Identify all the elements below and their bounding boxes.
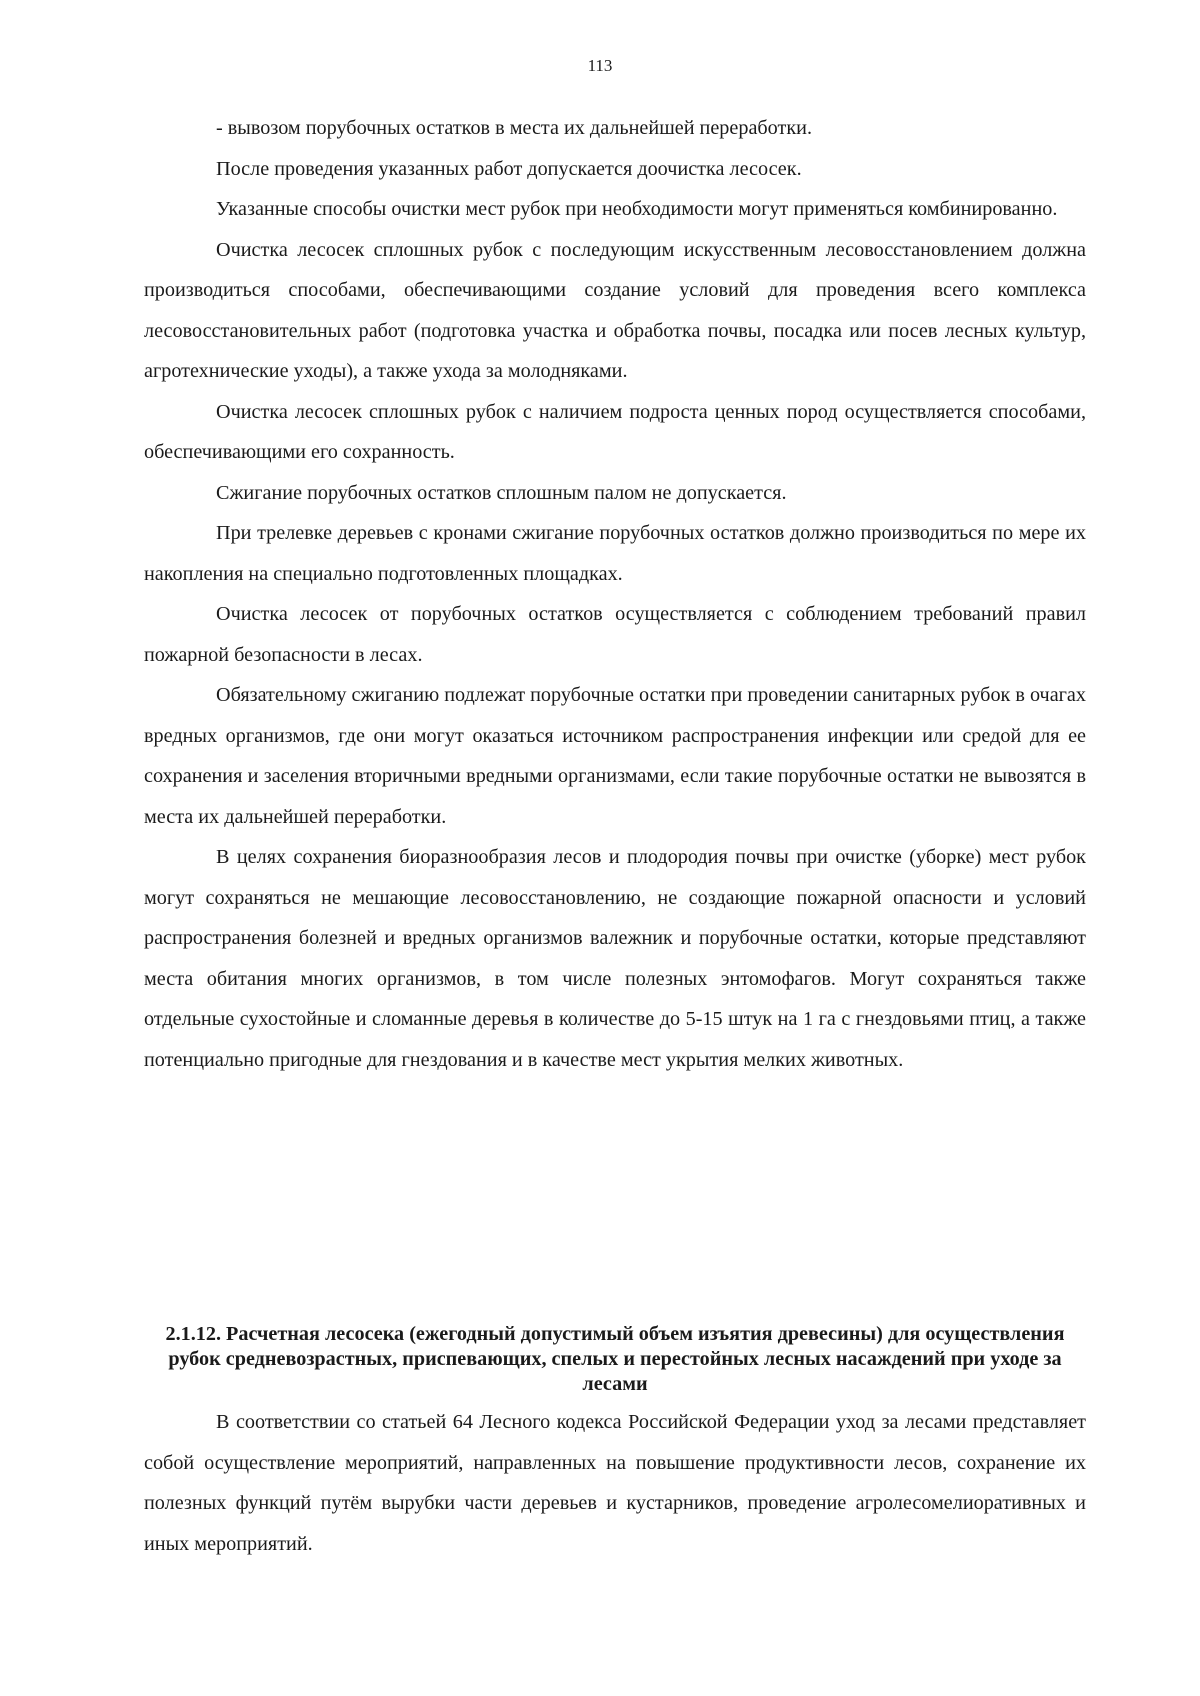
page-number: 113 [587, 56, 613, 75]
paragraph: При трелевке деревьев с кронами сжигание порубочных остатков должно производиться по мере их накопления на специально подготовленных площадках. [144, 522, 1086, 585]
paragraph: Очистка лесосек сплошных рубок с наличием подроста ценных пород осуществляется способами, обеспечивающими его сохранность. [144, 400, 1086, 463]
paragraph: Очистка лесосек от порубочных остатков осуществляется с соблюдением требований правил пожарной безопасности в лесах. [144, 603, 1086, 666]
paragraph: В целях сохранения биоразнообразия лесов и плодородия почвы при очистке (уборке) мест рубок могут сохраняться не мешающие лесовосстановлению, не создающие пожарной опасности и условий распространения болезней и вредных организмов валежник и порубочные остатки, которые представляют места обитания многих организмов, в том числе полезных энтомофагов. Могут сохраняться также отдельные сухостойные и сломанные деревья в количестве до 5-15 штук на 1 га с гнездовьями птиц, а также потенциально пригодные для гнездования и в качестве мест укрытия мелких животных. [144, 846, 1086, 1071]
body-text [144, 108, 1086, 1080]
paragraph: Очистка лесосек сплошных рубок с последующим искусственным лесовосстановлением должна производиться способами, обеспечивающими создание условий для проведения всего комплекса лесовосстановительных работ (подготовка участка и обработка почвы, посадка или посев лесных культур, агротехнические уходы), а также ухода за молодняками. [144, 238, 1086, 382]
paragraph: Указанные способы очистки мест рубок при необходимости могут применяться комбинированно. [216, 198, 1058, 220]
section-heading: 2.1.12. Расчетная лесосека (ежегодный допустимый объем изъятия древесины) для осуществления рубок средневозрастных, приспевающих, спелых и перестойных лесных насаждений при уходе за лесами [165, 1323, 1065, 1395]
paragraph: После проведения указанных работ допускается доочистка лесосек. [216, 157, 802, 180]
paragraph: Обязательному сжиганию подлежат порубочные остатки при проведении санитарных рубок в очагах вредных организмов, где они могут оказаться источником распространения инфекции или средой для ее сохранения и заселения вторичными вредными организмами, если такие порубочные остатки не вывозятся в места их дальнейшей переработки. [144, 684, 1086, 828]
paragraph: - вывозом порубочных остатков в места их дальнейшей переработки. [216, 117, 812, 139]
paragraph: В соответствии со статьей 64 Лесного кодекса Российской Федерации уход за лесами представляет собой осуществление мероприятий, направленных на повышение продуктивности лесов, сохранение их полезных функций путём вырубки части деревьев и кустарников, проведение агролесомелиоративных и иных мероприятий. [144, 1411, 1086, 1555]
section-body [144, 1402, 1086, 1564]
paragraph: Сжигание порубочных остатков сплошным палом не допускается. [216, 481, 787, 504]
